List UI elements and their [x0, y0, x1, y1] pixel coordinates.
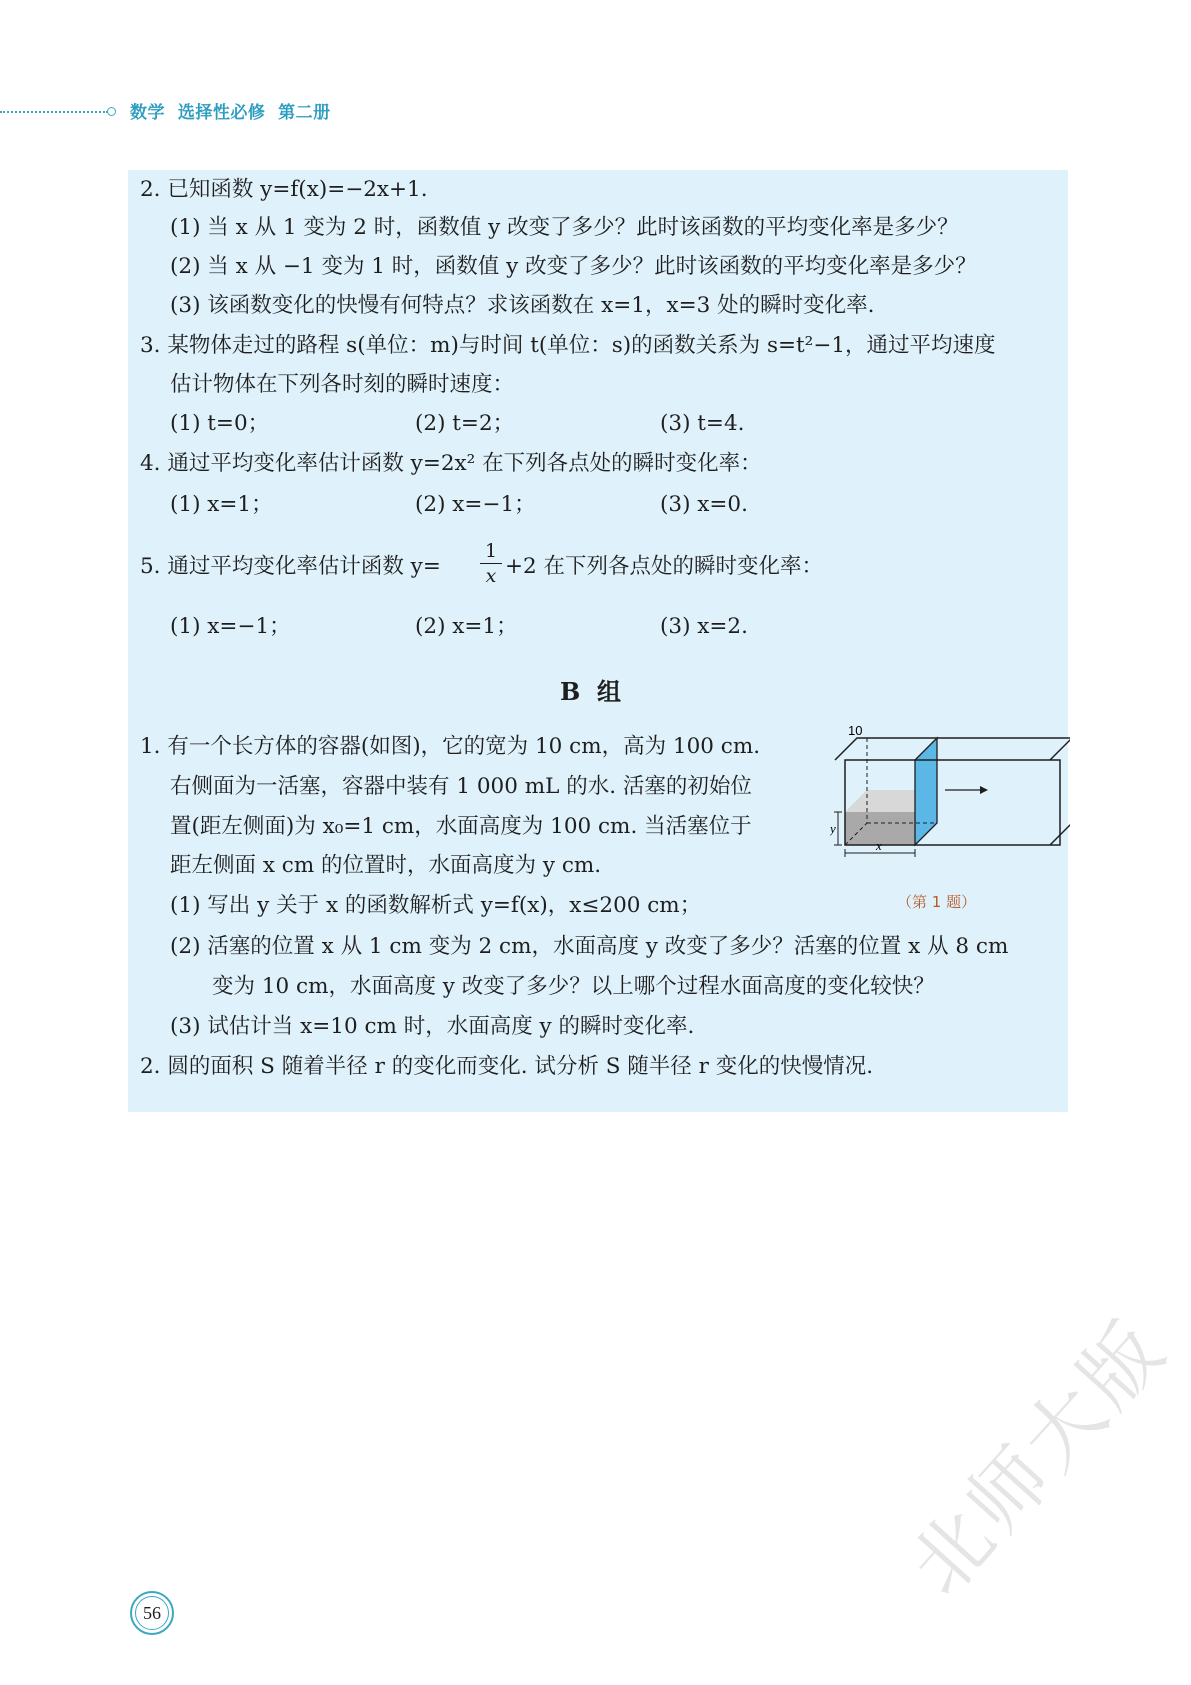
- problem-a3-cont: 估计物体在下列各时刻的瞬时速度：: [170, 372, 515, 397]
- figure-caption: （第 1 题）: [897, 893, 977, 911]
- problem-a5-end: +2 在下列各点处的瞬时变化率：: [505, 554, 824, 579]
- push-arrow-head: [980, 786, 988, 794]
- problem-a2-part2: (2) 当 x 从 −1 变为 1 时，函数值 y 改变了多少？此时该函数的平均变化率是多少？: [170, 254, 977, 279]
- book-title: 数学 选择性必修 第二册: [130, 103, 331, 123]
- problem-a5-part1: (1) x=−1；: [170, 614, 291, 639]
- fraction: [480, 540, 502, 587]
- problem-a4: 4. 通过平均变化率估计函数 y=2x² 在下列各点处的瞬时变化率：: [140, 451, 762, 476]
- y-dimension-label: y: [830, 821, 836, 836]
- piston: [915, 738, 937, 845]
- header-dot: [107, 107, 116, 116]
- problem-a5-part2: (2) x=1；: [415, 614, 518, 639]
- problem-a3-part1: (1) t=0；: [170, 411, 270, 436]
- problem-b1-line2: 右侧面为一活塞，容器中装有 1 000 mL 的水. 活塞的初始位: [170, 774, 752, 799]
- problem-a2: 2. 已知函数 y=f(x)=−2x+1.: [140, 177, 428, 202]
- problem-b1-part3: (3) 试估计当 x=10 cm 时，水面高度 y 的瞬时变化率.: [170, 1014, 695, 1039]
- problem-a3: 3. 某物体走过的路程 s(单位：m)与时间 t(单位：s)的函数关系为 s=t²−1，通过平均速度: [140, 333, 996, 358]
- container-figure: [830, 720, 1070, 865]
- box-right-top-edge: [1050, 738, 1070, 760]
- header-dotted-line: [0, 111, 108, 113]
- box-back-edge: [835, 738, 1070, 760]
- problem-a3-part3: (3) t=4.: [660, 411, 745, 436]
- watermark: 北师大版: [893, 1302, 1186, 1613]
- page-number: 56: [143, 1603, 161, 1623]
- problem-b1-line3: 置(距左侧面)为 x₀=1 cm，水面高度为 100 cm. 当活塞位于: [170, 814, 752, 839]
- page-number-badge: [130, 1591, 174, 1635]
- problem-a5-start: 5. 通过平均变化率估计函数 y=: [140, 554, 441, 579]
- problem-a3-part2: (2) t=2；: [415, 411, 515, 436]
- fraction-numerator: 1: [484, 540, 498, 562]
- problem-b1-part2: (2) 活塞的位置 x 从 1 cm 变为 2 cm，水面高度 y 改变了多少？活塞的位置 x 从 8 cm: [170, 934, 1009, 959]
- problem-a4-part2: (2) x=−1；: [415, 492, 536, 517]
- fraction-bar: [480, 563, 502, 564]
- problem-a5-part3: (3) x=2.: [660, 614, 748, 639]
- width-label: 10: [848, 723, 863, 738]
- problem-b1-part1: (1) 写出 y 关于 x 的函数解析式 y=f(x)，x≤200 cm；: [170, 893, 702, 918]
- problem-a2-part3: (3) 该函数变化的快慢有何特点？求该函数在 x=1，x=3 处的瞬时变化率.: [170, 293, 875, 318]
- section-b-title: B 组: [560, 677, 621, 706]
- problem-b1: 1. 有一个长方体的容器(如图)，它的宽为 10 cm，高为 100 cm.: [140, 734, 761, 759]
- problem-b1-part2-cont: 变为 10 cm，水面高度 y 改变了多少？以上哪个过程水面高度的变化较快？: [212, 974, 935, 999]
- problem-b1-line4: 距左侧面 x cm 的位置时，水面高度为 y cm.: [170, 853, 602, 878]
- problem-a2-part1: (1) 当 x 从 1 变为 2 时，函数值 y 改变了多少？此时该函数的平均变化率是多少？: [170, 215, 959, 240]
- x-dimension-label: x: [876, 838, 882, 853]
- fraction-denominator: x: [485, 565, 497, 587]
- problem-a4-part1: (1) x=1；: [170, 492, 273, 517]
- problem-a4-part3: (3) x=0.: [660, 492, 748, 517]
- problem-b2: 2. 圆的面积 S 随着半径 r 的变化而变化. 试分析 S 随半径 r 变化的快慢情况.: [140, 1054, 874, 1079]
